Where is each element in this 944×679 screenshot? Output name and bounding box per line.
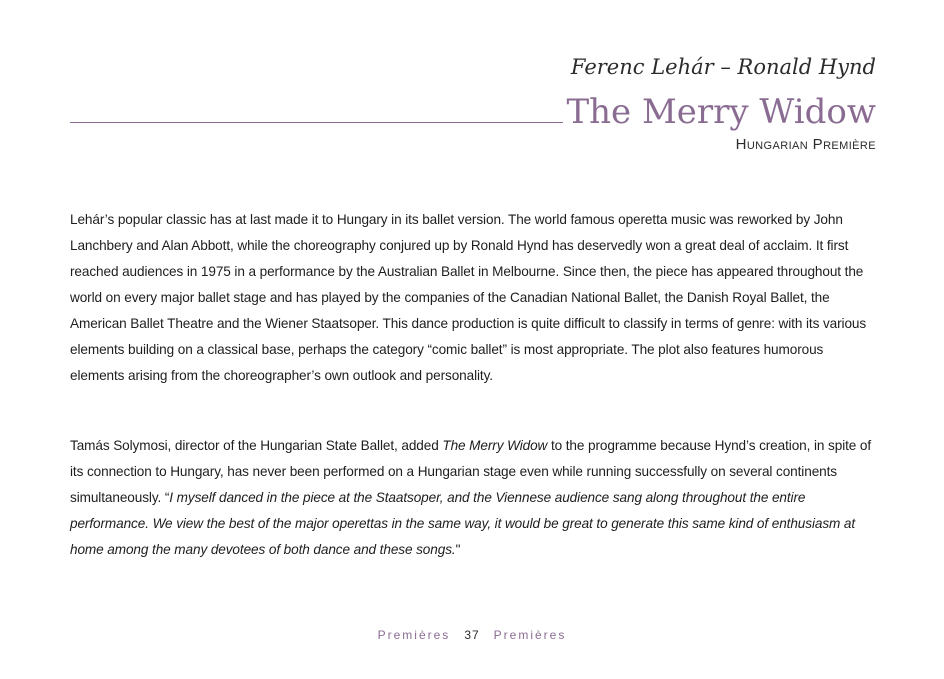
title-row — [70, 90, 876, 134]
page-footer — [0, 628, 944, 642]
page-title: The Merry Widow — [566, 92, 876, 132]
title-rule — [70, 122, 563, 123]
director-quote: I myself danced in the piece at the Staatsoper, and the Viennese audience sang along throughout the entire performance. We view the best of the major operettas in the same way, it would be great to generate this same kind of enthusiasm at home among the many devotees of both dance and these songs. — [70, 490, 856, 557]
paragraph-2-end: " — [455, 542, 461, 557]
footer-section-left: Premières — [377, 628, 451, 642]
footer-section-right: Premières — [493, 628, 567, 642]
composers-line: Ferenc Lehár – Ronald Hynd — [570, 55, 876, 79]
paragraph-1: Lehár’s popular classic has at last made it to Hungary in its ballet version. The world famous operetta music was reworked by John Lanchbery and Alan Abbott, while the choreography conjured up by Ronald Hynd has deservedly won a great deal of acclaim. It first reached audiences in 1975 in a performance by the Australian Ballet in Melbourne. Since then, the piece has appeared throughout the world on every major ballet stage and has played by the companies of the Canadian National Ballet, the Danish Royal Ballet, the American Ballet Theatre and the Wiener Staatsoper. This dance production is quite difficult to classify in terms of genre: with its various elements building on a classical base, perhaps the category “comic ballet” is most appropriate. The plot also features humorous elements arising from the choreographer’s own outlook and personality. — [70, 212, 867, 383]
work-title: The Merry Widow — [442, 438, 548, 453]
paragraph-2-intro: Tamás Solymosi, director of the Hungarian State Ballet, added — [70, 438, 443, 453]
page-number: 37 — [464, 628, 480, 642]
paragraph-2 — [70, 433, 878, 563]
page-subtitle: Hungarian Première — [735, 136, 876, 153]
paragraph-2-middle: to the programme because Hynd’s creation, in spite of its connection to Hungary, has never been performed on a Hungarian stage even while running successfully on several continents simultaneously. “ — [70, 438, 872, 505]
